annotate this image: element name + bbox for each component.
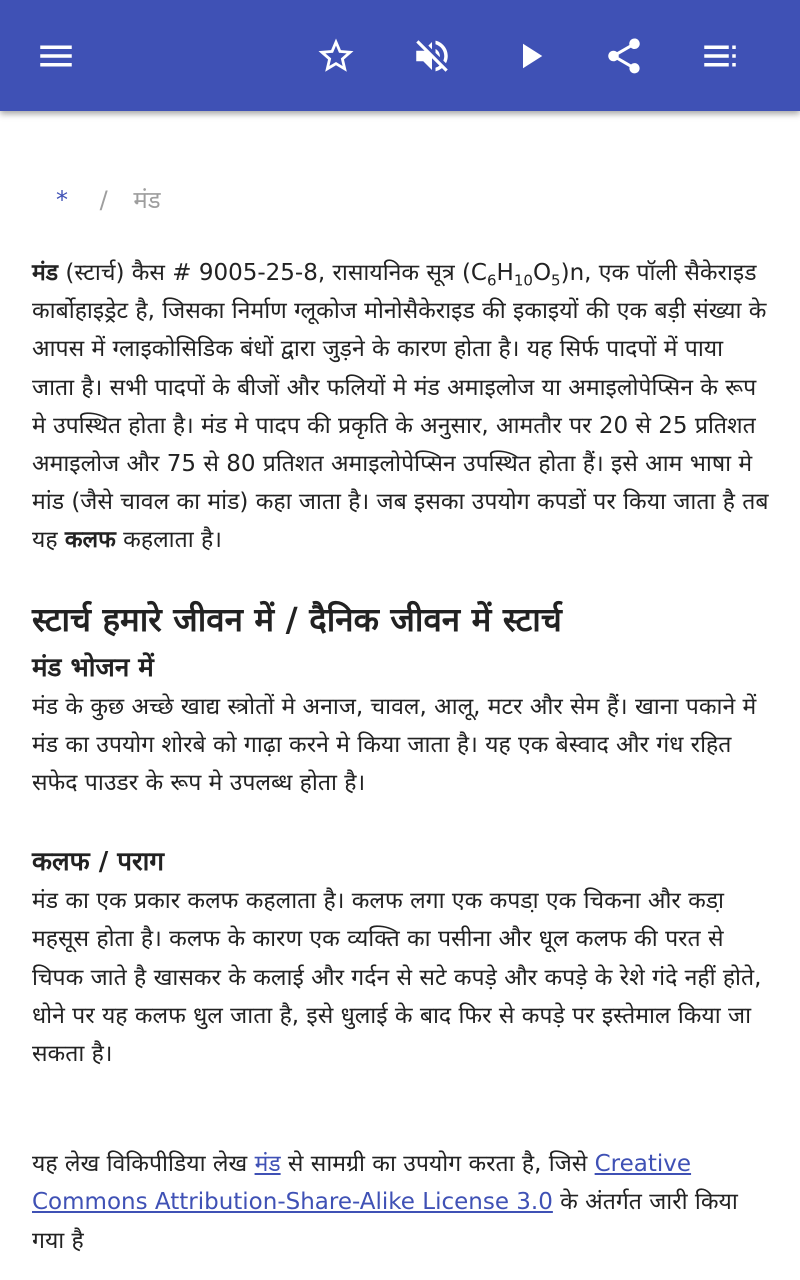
attribution-text: यह लेख विकिपीडिया लेख	[32, 1151, 255, 1178]
menu-icon	[35, 35, 77, 77]
attribution-text: से सामग्री का उपयोग करता है, जिसे	[280, 1151, 595, 1178]
food-paragraph: मंड के कुछ अच्छे खाद्य स्त्रोतों मे अनाज, चावल, आलू, मटर और सेम हैं। खाना पकाने में मंड का उपयोग शोरबे को गाढ़ा करने मे किया जाता है। यह एक बेस्वाद और गंध रहित सफेद पाउडर के रूप मे उपलब्ध होता है।	[32, 693, 757, 797]
starch-paragraph: मंड का एक प्रकार कलफ कहलाता है। कलफ लगा एक कपडा़ एक चिकना और कडा़ महसूस होता है। कलफ के कारण एक व्यक्ति का पसीना और धूल कलफ की परत से चिपक जाते है खासकर के कलाई और गर्दन से सटे कपड़े और कपड़े के रेशे गंदे नहीं होते, धोने पर यह कलफ धुल जाता है, इसे धुलाई के बाद फिर से कपड़े पर इस्तेमाल किया जा सकता है।	[32, 888, 762, 1068]
breadcrumb-separator: /	[99, 186, 108, 214]
formula-subscript: 5	[551, 271, 561, 290]
article-content[interactable]	[0, 111, 800, 1280]
formula-text: H	[496, 260, 514, 286]
subsection-heading-starch: कलफ / पराग	[32, 847, 165, 878]
star-icon	[315, 35, 357, 77]
breadcrumb	[56, 183, 161, 216]
app-toolbar	[0, 0, 800, 111]
formula-subscript: 10	[513, 271, 533, 290]
intro-paragraph	[32, 254, 772, 560]
intro-term: मंड	[32, 260, 59, 286]
contents-button[interactable]	[688, 24, 752, 88]
breadcrumb-current: मंड	[133, 186, 161, 214]
intro-text: कहलाता है।	[115, 527, 222, 554]
intro-text: (स्टार्च) कैस # 9005-25-8, रासायनिक सूत्र (C	[58, 260, 487, 286]
share-button[interactable]	[592, 24, 656, 88]
play-button[interactable]	[498, 24, 562, 88]
breadcrumb-root-link[interactable]: *	[56, 186, 68, 214]
license-link[interactable]: Creative Commons Attribution-Share-Alike License 3.0	[32, 1151, 692, 1216]
favorite-button[interactable]	[304, 24, 368, 88]
section-heading: स्टार्च हमारे जीवन में / दैनिक जीवन में स्टार्च	[32, 599, 562, 639]
share-icon	[603, 35, 645, 77]
formula-text: O	[532, 260, 552, 286]
formula-subscript: 6	[487, 271, 497, 290]
source-article-link[interactable]: मंड	[254, 1151, 281, 1178]
article-body	[32, 254, 772, 1260]
volume-off-icon	[411, 35, 453, 77]
intro-text: )n, एक पॉली सैकेराइड कार्बोहाइड्रेट है, जिसका निर्माण ग्लूकोज मोनोसैकेराइड की इकाइयों की एक बड़ी संख्या के आपस में ग्लाइकोसिडिक बंधों द्वारा जुड़ने के कारण होता है। यह सिर्फ पादपों में पाया जाता है। सभी पादपों के बीजों और फलियों मे मंड अमाइलोज या अमाइलोपेप्सिन के रूप मे उपस्थित होता है। मंड मे पादप की प्रकृति के अनुसार, आमतौर पर 20 से 25 प्रतिशत अमाइलोज और 75 से 80 प्रतिशत अमाइलोपेप्सिन उपस्थित होता हैं। इसे आम भाषा मे मांड (जैसे चावल का मांड) कहा जाता है। जब इसका उपयोग कपडों पर किया जाता है तब यह	[32, 260, 769, 554]
subsection-heading-food: मंड भोजन में	[32, 652, 154, 683]
attribution-text: के अंतर्गत जारी किया गया है	[32, 1189, 738, 1254]
attribution-paragraph	[32, 1145, 772, 1260]
play-icon	[509, 35, 551, 77]
mute-button[interactable]	[400, 24, 464, 88]
intro-bold-term: कलफ	[64, 527, 116, 554]
menu-button[interactable]	[24, 24, 88, 88]
playlist-icon	[699, 35, 741, 77]
